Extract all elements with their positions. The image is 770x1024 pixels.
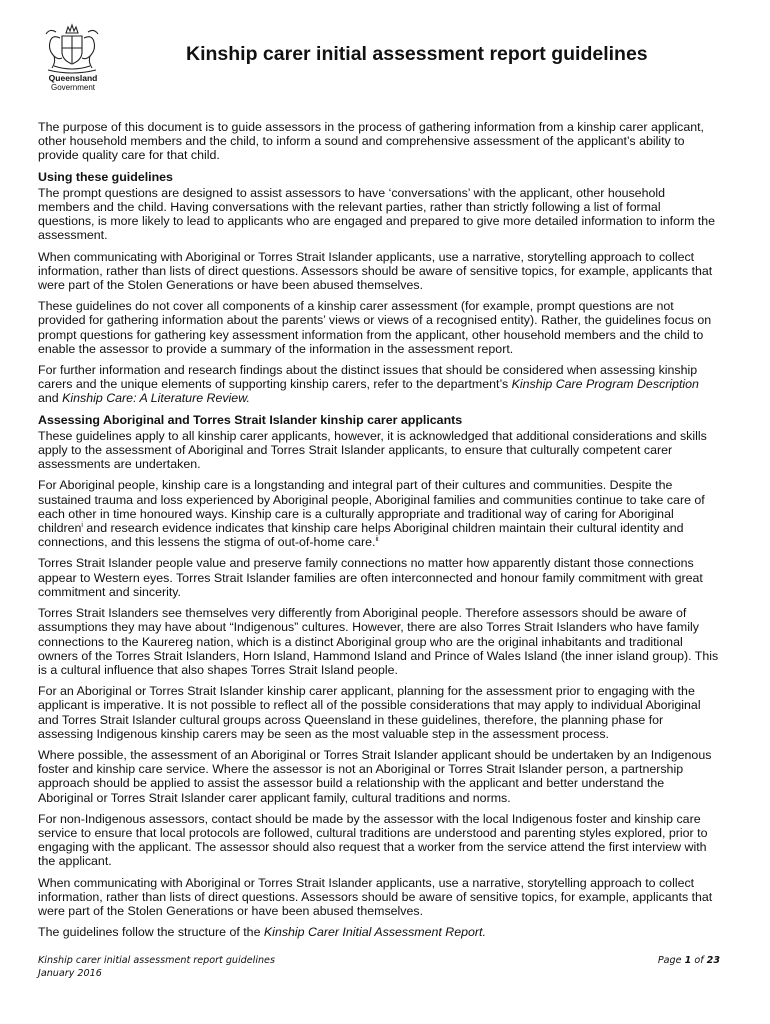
logo-wordmark: [38, 74, 108, 92]
paragraph: These guidelines do not cover all components of a kinship carer assessment (for example, prompt questions are not provided for gathering information about the parents’ views or views of a recognised entity). Rather, the guidelines focus on prompt questions for gathering key assessment information from the applicant, other household members and the child to enable the assessor to provide a summary of the information in the assessment report.: [38, 299, 712, 356]
footer-doc-title: Kinship carer initial assessment report guidelines: [38, 955, 275, 966]
paragraph: When communicating with Aboriginal or Torres Strait Islander applicants, use a narrative, storytelling approach to collect information, rather than lists of direct questions. Assessors should be aware of sensitive topics, for example, applicants that were part of the Stolen Generations or have been abused themselves.: [38, 875, 713, 918]
page-title: Kinship carer initial assessment report guidelines: [186, 43, 648, 65]
reference-program-description: Kinship Care Program Description: [511, 377, 699, 392]
paragraph: When communicating with Aboriginal or Torres Strait Islander applicants, use a narrative, storytelling approach to collect information, rather than lists of direct questions. Assessors should be aware of sensitive topics, for example, applicants that were part of the Stolen Generations or have been abused themselves.: [38, 249, 713, 293]
paragraph-further-information: [38, 363, 720, 406]
page-prefix: Page: [657, 955, 685, 966]
document-body: [38, 120, 720, 946]
logo-text-government: Government: [50, 83, 96, 92]
page-total: 23: [706, 955, 720, 966]
text-run: For Aboriginal people, kinship care is a longstanding and integral part of their cultures and communities. Despite the sustained trauma and loss experienced by Aboriginal people, Aboriginal families and communities continue to take care of each other in time honoured ways. Kinship care is a culturally appropriate and traditional way of caring for Aboriginal children: [38, 478, 705, 536]
footnote-marker: i: [81, 521, 83, 529]
section-heading-using-guidelines: Using these guidelines: [38, 169, 173, 184]
text-run: For further information and research findings about the distinct issues that should be considered when assessing kinship carers and the unique elements of supporting kinship carers, refer to the department’s: [38, 363, 698, 392]
page-footer: [38, 954, 720, 980]
paragraph-kinship-care-aboriginal: [38, 478, 720, 549]
paragraph: For non-Indigenous assessors, contact should be made by the assessor with the local Indigenous foster and kinship care service to ensure that local protocols are followed, cultural traditions are understood and parenting styles explored, prior to engaging with the applicant. The assessor should also request that a worker from the service attend the first interview with the applicant.: [38, 811, 708, 869]
page-number: [658, 954, 720, 967]
intro-paragraph: The purpose of this document is to guide assessors in the process of gathering information from a kinship carer applicant, other household members and the child, to inform a sound and comprehensive assessment of the applicant’s ability to provide quality care for that child.: [38, 120, 705, 163]
logo-text-queensland: Queensland: [48, 73, 98, 83]
paragraph: Where possible, the assessment of an Aboriginal or Torres Strait Islander applicant should be undertaken by an Indigenous foster and kinship care service. Where the assessor is not an Aboriginal or Torres Strait Islander person, a partnership approach should be applied to assist the assessor build a relationship with the applicant and better understand the Aboriginal or Torres Strait Islander carer applicant family, cultural traditions and norms.: [38, 747, 712, 805]
paragraph-structure-note: [38, 925, 720, 939]
section-heading-aboriginal-torres-strait: Assessing Aboriginal and Torres Strait Islander kinship carer applicants: [38, 412, 463, 427]
footer-date: January 2016: [38, 968, 102, 979]
page-of: of: [691, 955, 707, 966]
reference-assessment-report: Kinship Carer Initial Assessment Report.: [263, 925, 486, 940]
text-run: and research evidence indicates that kinship care helps Aboriginal children maintain their cultural identity and connections, and this lessens the stigma of out-of-home care.: [38, 521, 684, 550]
crest-icon: [36, 20, 108, 76]
text-run: The guidelines follow the structure of the: [38, 925, 264, 940]
footnote-marker: ii: [375, 536, 379, 544]
paragraph: Torres Strait Islander people value and preserve family connections no matter how apparently distant those connections appear to Western eyes. Torres Strait Islander families are often interconnected and honour family commitment with great commitment and sincerity.: [38, 556, 703, 599]
paragraph: These guidelines apply to all kinship carer applicants, however, it is acknowledged that additional considerations and skills apply to the assessment of Aboriginal and Torres Strait Islander applicants, to ensure that culturally competent carer assessments are undertaken.: [38, 428, 707, 472]
paragraph: The prompt questions are designed to assist assessors to have ‘conversations’ with the applicant, other household members and the child. Having conversations with the relevant parties, rather than strictly following a list of formal questions, is more likely to lead to applicants who are engaged and prepared to give more detailed information to inform the assessment.: [38, 185, 716, 243]
paragraph: For an Aboriginal or Torres Strait Islander kinship carer applicant, planning for the assessment prior to engaging with the applicant is imperative. It is not possible to reflect all of the possible considerations that may apply to individual Aboriginal and Torres Strait Islander cultural groups across Queensland in these guidelines, therefore, the planning phase for assessing Indigenous kinship carers may be seen as the most valuable step in the assessment process.: [38, 684, 701, 741]
reference-literature-review: Kinship Care: A Literature Review.: [62, 391, 250, 406]
text-run: and: [38, 391, 63, 406]
paragraph: Torres Strait Islanders see themselves very differently from Aboriginal people. Therefore assessors should be aware of assumptions they may have about “Indigenous” cultures. However, there are also Torres Strait Islanders who have family connections to the Kaurereg nation, which is a distinct Aboriginal group who are the original inhabitants and traditional owners of the Torres Strait Islanders, Horn Island, Hammond Island and Prince of Wales Island (the inner island group). This is a cultural influence that also shapes Torres Strait Island people.: [38, 606, 719, 677]
page-current: 1: [684, 955, 692, 966]
